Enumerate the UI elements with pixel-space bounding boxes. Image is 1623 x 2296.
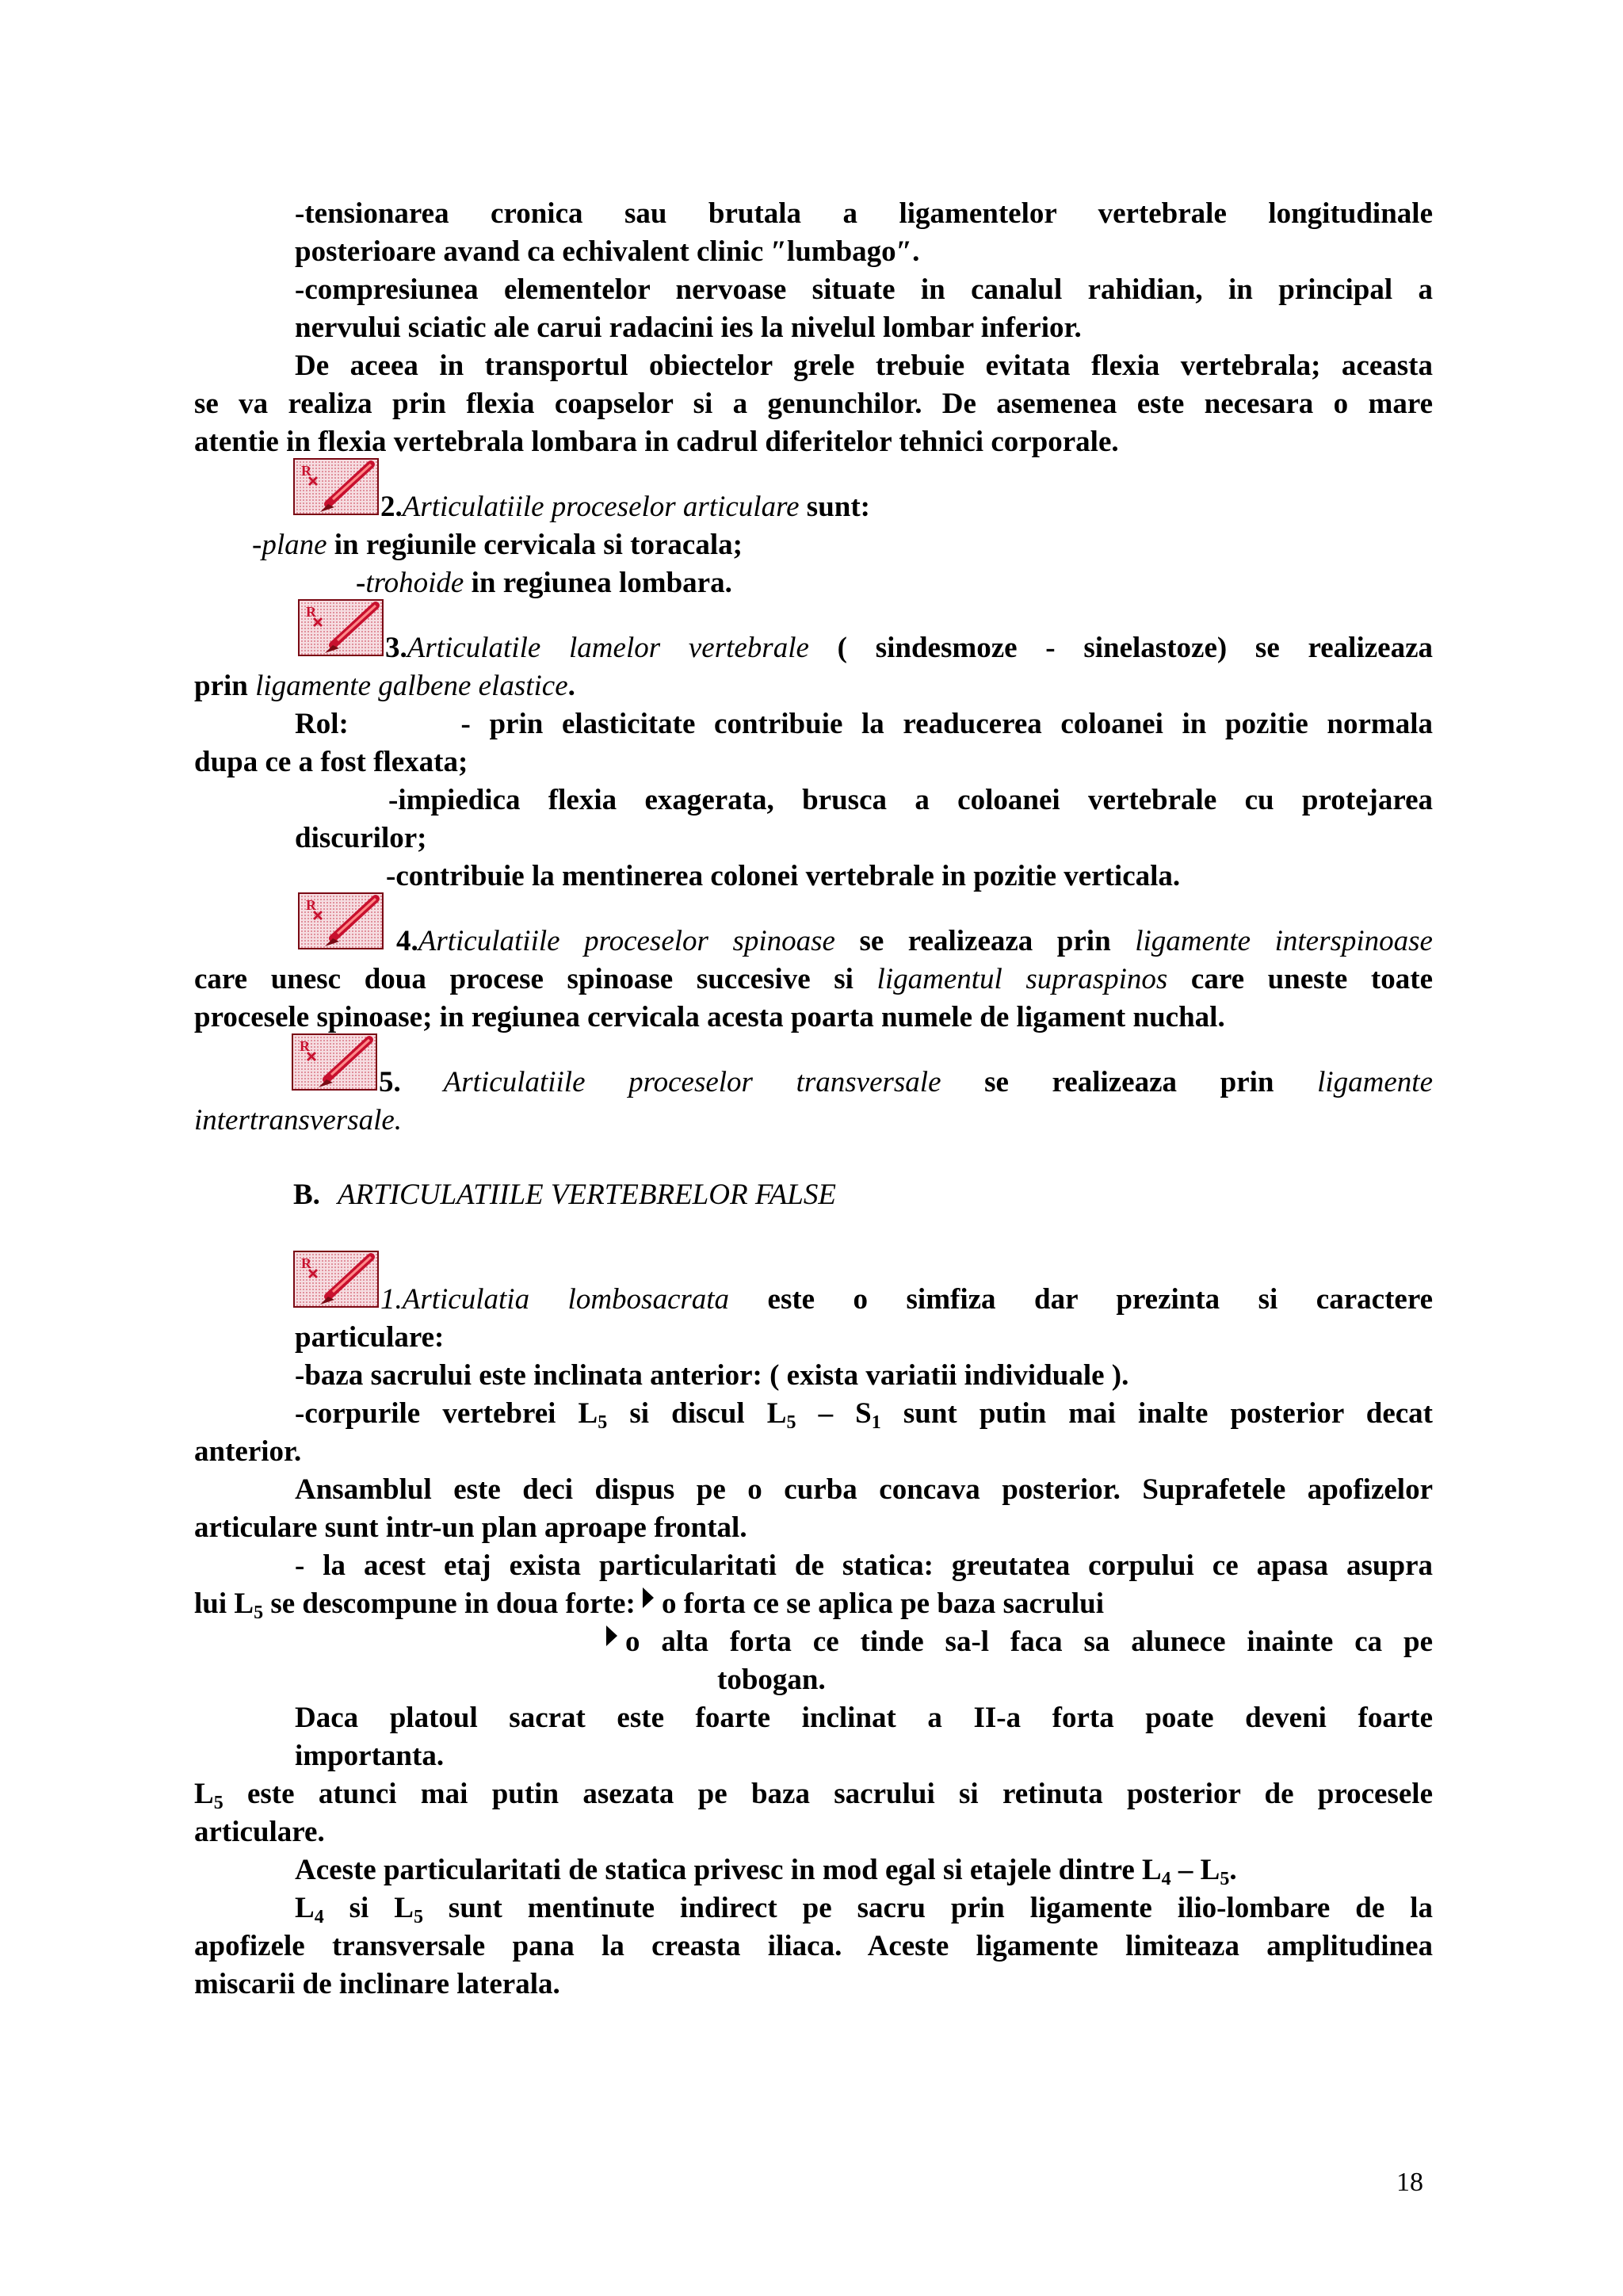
text-line: articulare.	[194, 1816, 325, 1848]
section-b-heading: B. ARTICULATIILE VERTEBRELOR FALSE	[293, 1179, 836, 1211]
text-line: -plane in regiunile cervicala si toracala;	[252, 529, 743, 561]
text-line: miscarii de inclinare laterala.	[194, 1968, 560, 2000]
rx-pen-icon	[298, 892, 384, 949]
text-line: prin ligamente galbene elastice.	[194, 670, 575, 702]
text-line: Daca platoul sacrat este foarte inclinat a II-a forta poate deveni foarte	[295, 1702, 1433, 1734]
rx-pen-icon	[292, 1033, 377, 1091]
text-line: -compresiunea elementelor nervoase situate in canalul rahidian, in principal a	[295, 273, 1433, 306]
text-line: Ansamblul este deci dispus pe o curba concava posterior. Suprafetele apofizelor	[295, 1473, 1433, 1506]
rx-pen-icon	[298, 599, 384, 656]
section-4-heading: 4.Articulatiile proceselor spinoase se realizeaza prin ligamente interspinoase	[396, 925, 1433, 957]
rx-pen-icon	[293, 458, 379, 515]
text-line: discurilor;	[295, 822, 427, 854]
section-5-heading: 5. Articulatiile proceselor transversale se realizeaza prin ligamente	[379, 1066, 1433, 1098]
triangle-bullet-icon	[643, 1587, 654, 1608]
section-2-heading: 2.Articulatiile proceselor articulare sunt:	[380, 491, 870, 523]
text-line: intertransversale.	[194, 1104, 403, 1137]
text-line: -corpurile vertebrei $L_5$ si discul $L_5 - S_1$ sunt putin mai inalte posterior decat	[295, 1397, 1434, 1433]
section-3-heading: 3.Articulatile lamelor vertebrale ( sindesmoze - sinelastoze) se realizeaza	[385, 632, 1433, 664]
text-line: apofizele transversale pana la creasta iliaca. Aceste ligamente limiteaza amplitudinea	[194, 1930, 1433, 1962]
text-line: importanta.	[295, 1740, 445, 1772]
text-line: articulare sunt intr-un plan aproape frontal.	[194, 1511, 747, 1544]
triangle-bullet-icon	[606, 1626, 617, 1646]
text-line: $L_5$ este atunci mai putin asezata pe baza sacrului si retinuta posterior de procesele	[194, 1778, 1433, 1813]
text-line: De aceea in transportul obiectelor grele trebuie evitata flexia vertebrala; aceasta	[295, 350, 1433, 382]
text-line: -baza sacrului este inclinata anterior: ( exista variatii individuale ).	[295, 1359, 1129, 1392]
page-number: 18	[1396, 2168, 1423, 2197]
text-line: particulare:	[295, 1321, 445, 1354]
text-line: $L_4$ si $L_5$ sunt mentinute indirect pe sacru prin ligamente ilio-lombare de la	[295, 1892, 1433, 1927]
text-line: procesele spinoase; in regiunea cervicala acesta poarta numele de ligament nuchal.	[194, 1001, 1225, 1033]
text-line: care unesc doua procese spinoase succesive si ligamentul supraspinos care uneste toate	[194, 963, 1433, 995]
text-line: tobogan.	[717, 1664, 826, 1696]
text-line: - la acest etaj exista particularitati de statica: greutatea corpului ce apasa asupra	[295, 1549, 1433, 1582]
text-line: -trohoide in regiunea lombara.	[356, 567, 732, 599]
b1-heading: 1.Articulatia lombosacrata este o simfiza dar prezinta si caractere	[380, 1283, 1433, 1316]
text-line: Rol: - prin elasticitate contribuie la readucerea coloanei in pozitie normala	[295, 708, 1433, 740]
text-line: anterior.	[194, 1435, 302, 1468]
text-line: atentie in flexia vertebrala lombara in cadrul diferitelor tehnici corporale.	[194, 426, 1119, 458]
text-line: -tensionarea cronica sau brutala a ligamentelor vertebrale longitudinale	[295, 197, 1433, 230]
rx-pen-icon	[293, 1251, 379, 1308]
text-line: lui $L_5$ se descompune in doua forte: o forta ce se aplica pe baza sacrului	[194, 1587, 1105, 1623]
text-line: nervului sciatic ale carui radacini ies la nivelul lombar inferior.	[295, 311, 1082, 344]
text-line: posterioare avand ca echivalent clinic ″lumbago″.	[295, 235, 920, 268]
text-line: -impiedica flexia exagerata, brusca a coloanei vertebrale cu protejarea	[388, 784, 1433, 816]
text-line: dupa ce a fost flexata;	[194, 746, 468, 778]
text-line: se va realiza prin flexia coapselor si a genunchilor. De asemenea este necesara o mare	[194, 388, 1433, 420]
text-line: Aceste particularitati de statica privesc in mod egal si etajele dintre $L_4 - L_5$.	[295, 1854, 1237, 1889]
text-line: o alta forta ce tinde sa-l faca sa alunece inainte ca pe	[606, 1623, 1433, 1661]
text-line: -contribuie la mentinerea colonei vertebrale in pozitie verticala.	[386, 860, 1181, 892]
